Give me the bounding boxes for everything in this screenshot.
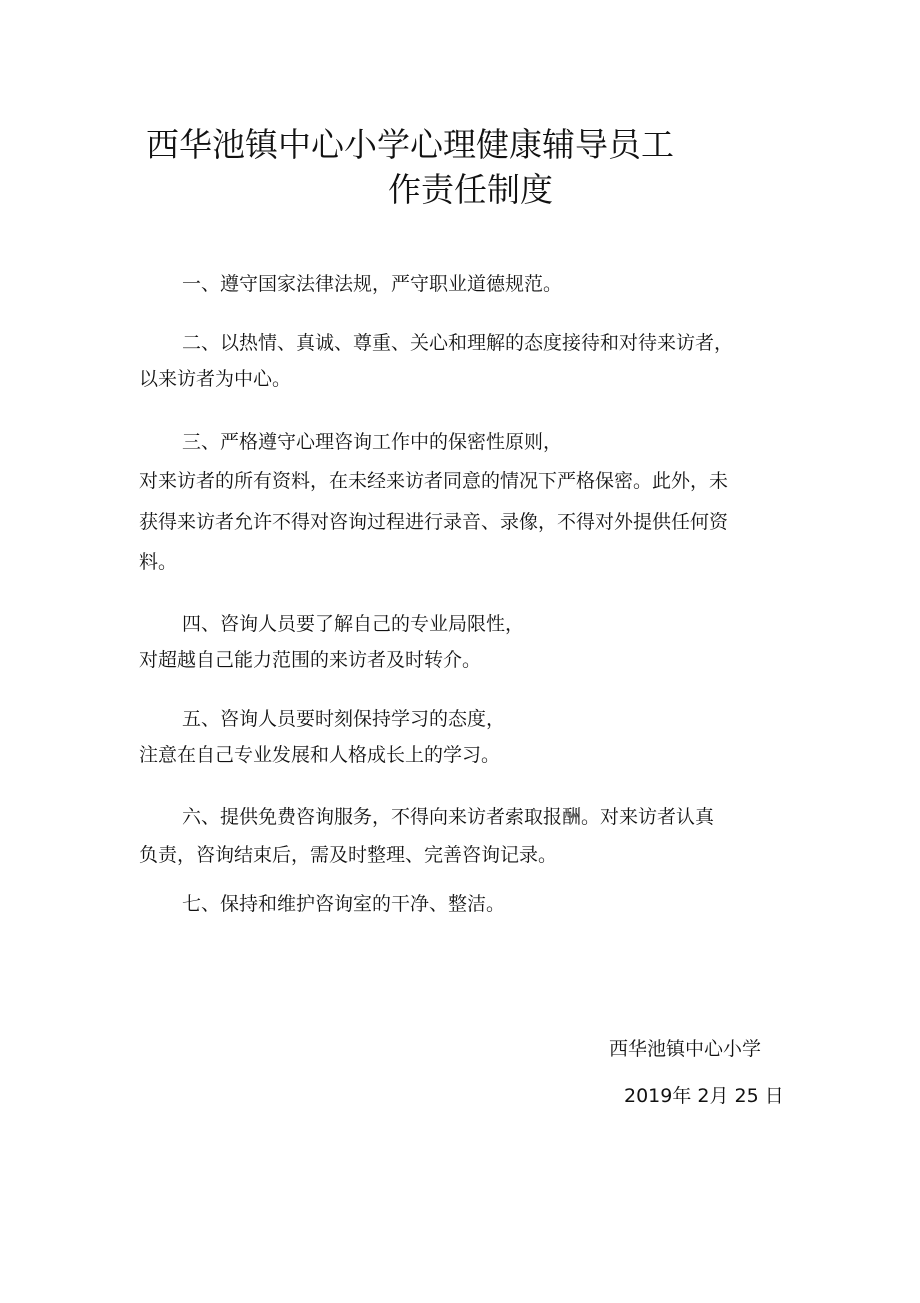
clause-7-line-1: 七、保持和维护咨询室的干净、整洁。 bbox=[182, 893, 506, 915]
signature-organization: 西华池镇中心小学 bbox=[609, 1038, 762, 1060]
clause-3-line-3: 获得来访者允许不得对咨询过程进行录音、录像，不得对外提供任何资 bbox=[139, 511, 729, 533]
clause-1-line-1: 一、遵守国家法律法规，严守职业道德规范。 bbox=[182, 273, 563, 295]
clause-3-line-4: 料。 bbox=[139, 551, 178, 573]
clause-3-line-2: 对来访者的所有资料，在未经来访者同意的情况下严格保密。此外，未 bbox=[139, 470, 729, 492]
clause-2-line-2: 以来访者为中心。 bbox=[139, 368, 292, 390]
document-title-line-2: 作责任制度 bbox=[388, 170, 553, 209]
clause-2-line-1: 二、以热情、真诚、尊重、关心和理解的态度接待和对待来访者， bbox=[182, 332, 734, 354]
document-title-line-1: 西华池镇中心小学心理健康辅导员工 bbox=[146, 125, 674, 164]
clause-3-line-1: 三、严格遵守心理咨询工作中的保密性原则， bbox=[182, 431, 563, 453]
clause-4-line-2: 对超越自己能力范围的来访者及时转介。 bbox=[139, 649, 482, 671]
clause-6-line-2: 负责，咨询结束后，需及时整理、完善咨询记录。 bbox=[139, 844, 558, 866]
clause-5-line-1: 五、咨询人员要时刻保持学习的态度， bbox=[182, 708, 506, 730]
clause-6-line-1: 六、提供免费咨询服务，不得向来访者索取报酬。对来访者认真 bbox=[182, 806, 715, 828]
clause-5-line-2: 注意在自己专业发展和人格成长上的学习。 bbox=[139, 744, 501, 766]
signature-date: 2019年 2月 25 日 bbox=[624, 1085, 784, 1107]
clause-4-line-1: 四、咨询人员要了解自己的专业局限性， bbox=[182, 613, 525, 635]
